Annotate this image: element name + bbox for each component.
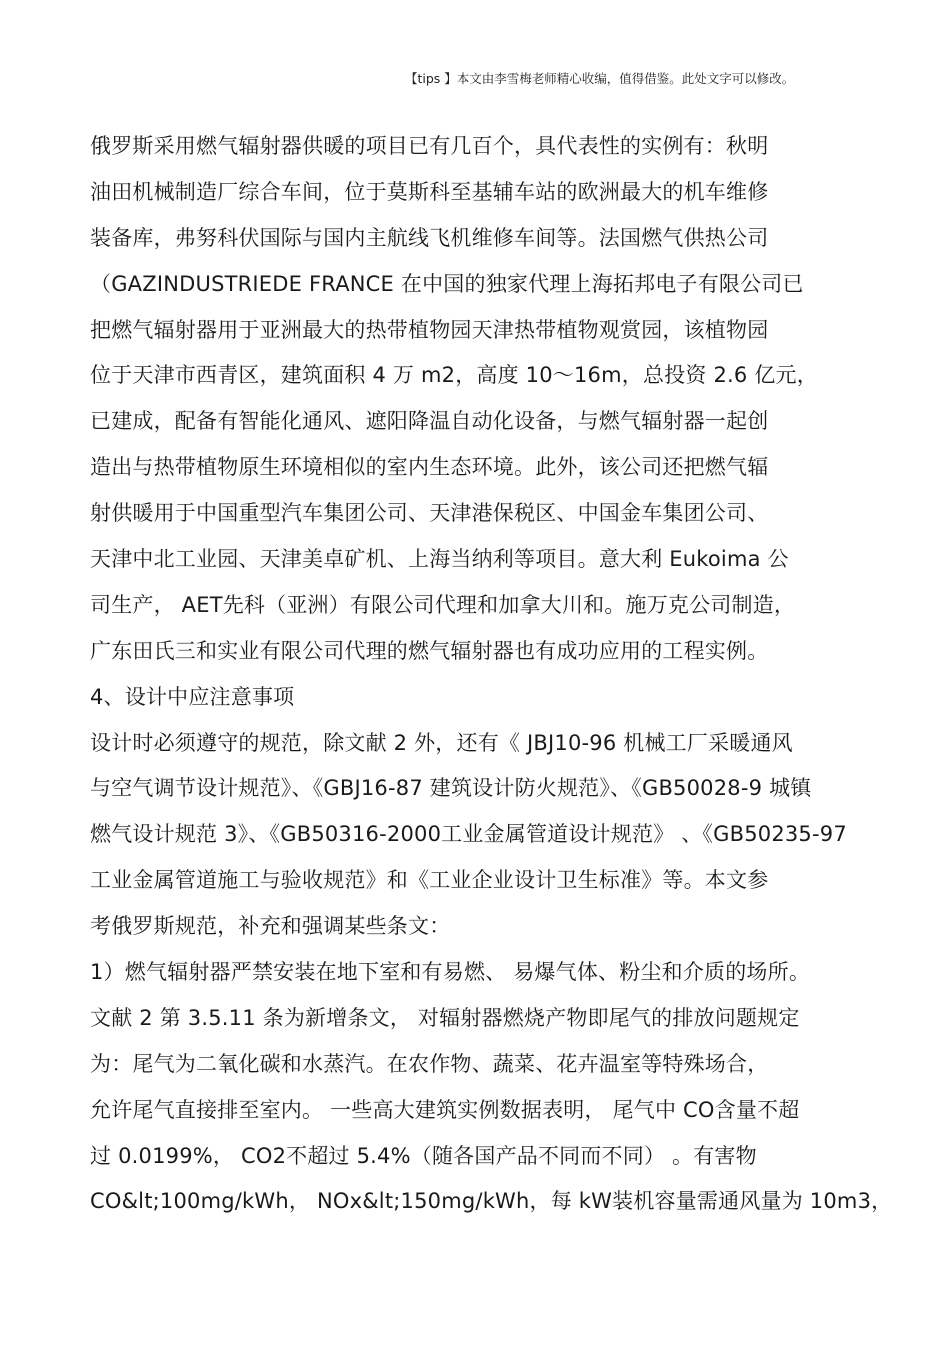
text-line: 装备库，弗努科伏国际与国内主航线飞机维修车间等。法国燃气供热公司 bbox=[90, 225, 769, 250]
text-line: 文献 2 第 3.5.11 条为新增条文， 对辐射器燃烧产物即尾气的排放问题规定 bbox=[90, 1005, 800, 1030]
text-line: CO&lt;100mg/kWh， NOx&lt;150mg/kWh，每 kW装机容量需通风量为 10m3， bbox=[90, 1189, 893, 1214]
text-line: 油田机械制造厂综合车间，位于莫斯科至基辅车站的欧洲最大的机车维修 bbox=[90, 179, 769, 204]
text-line: 考俄罗斯规范，补充和强调某些条文： bbox=[90, 914, 451, 939]
text-line: 司生产， AET先科（亚洲）有限公司代理和加拿大川和。施万克公司制造， bbox=[90, 592, 796, 617]
section-heading: 4、设计中应注意事项 bbox=[90, 684, 295, 709]
text-line: 工业金属管道施工与验收规范》和《工业企业设计卫生标准》等。本文参 bbox=[90, 868, 769, 893]
text-line: 过 0.0199%， CO2不超过 5.4%（随各国产品不同而不同） 。有害物 bbox=[90, 1143, 757, 1168]
text-line: 已建成，配备有智能化通风、遮阳降温自动化设备，与燃气辐射器一起创 bbox=[90, 409, 769, 434]
text-line: 与空气调节设计规范》、《GBJ16-87 建筑设计防火规范》、《GB50028-9 城镇 bbox=[90, 776, 812, 801]
header-tip: 【tips 】本文由李雪梅老师精心收编，值得借鉴。此处文字可以修改。 bbox=[405, 71, 795, 86]
text-line: 把燃气辐射器用于亚洲最大的热带植物园天津热带植物观赏园，该植物园 bbox=[90, 317, 769, 342]
text-line: 允许尾气直接排至室内。 一些高大建筑实例数据表明， 尾气中 CO含量不超 bbox=[90, 1097, 800, 1122]
text-line: 1）燃气辐射器严禁安装在地下室和有易燃、 易爆气体、粉尘和介质的场所。 bbox=[90, 960, 811, 985]
text-line: 位于天津市西青区，建筑面积 4 万 m2，高度 10～16m，总投资 2.6 亿元， bbox=[90, 363, 818, 388]
text-line: 为：尾气为二氧化碳和水蒸汽。在农作物、蔬菜、花卉温室等特殊场合， bbox=[90, 1051, 769, 1076]
text-line: （GAZINDUSTRIEDE FRANCE 在中国的独家代理上海拓邦电子有限公司已 bbox=[90, 271, 804, 296]
text-line: 俄罗斯采用燃气辐射器供暖的项目已有几百个，具代表性的实例有：秋明 bbox=[90, 134, 769, 158]
text-line: 天津中北工业园、天津美卓矿机、上海当纳利等项目。意大利 Eukoima 公 bbox=[90, 547, 789, 572]
text-line: 设计时必须遵守的规范，除文献 2 外，还有《 JBJ10-96 机械工厂采暖通风 bbox=[90, 730, 793, 755]
text-line: 造出与热带植物原生环境相似的室内生态环境。此外，该公司还把燃气辐 bbox=[90, 455, 769, 480]
document-body bbox=[90, 124, 893, 1225]
text-line: 广东田氏三和实业有限公司代理的燃气辐射器也有成功应用的工程实例。 bbox=[90, 638, 769, 663]
text-line: 射供暖用于中国重型汽车集团公司、天津港保税区、中国金车集团公司、 bbox=[90, 501, 769, 526]
text-line: 燃气设计规范 3》、《GB50316-2000工业金属管道设计规范》 、《GB50235-97 bbox=[90, 822, 847, 847]
